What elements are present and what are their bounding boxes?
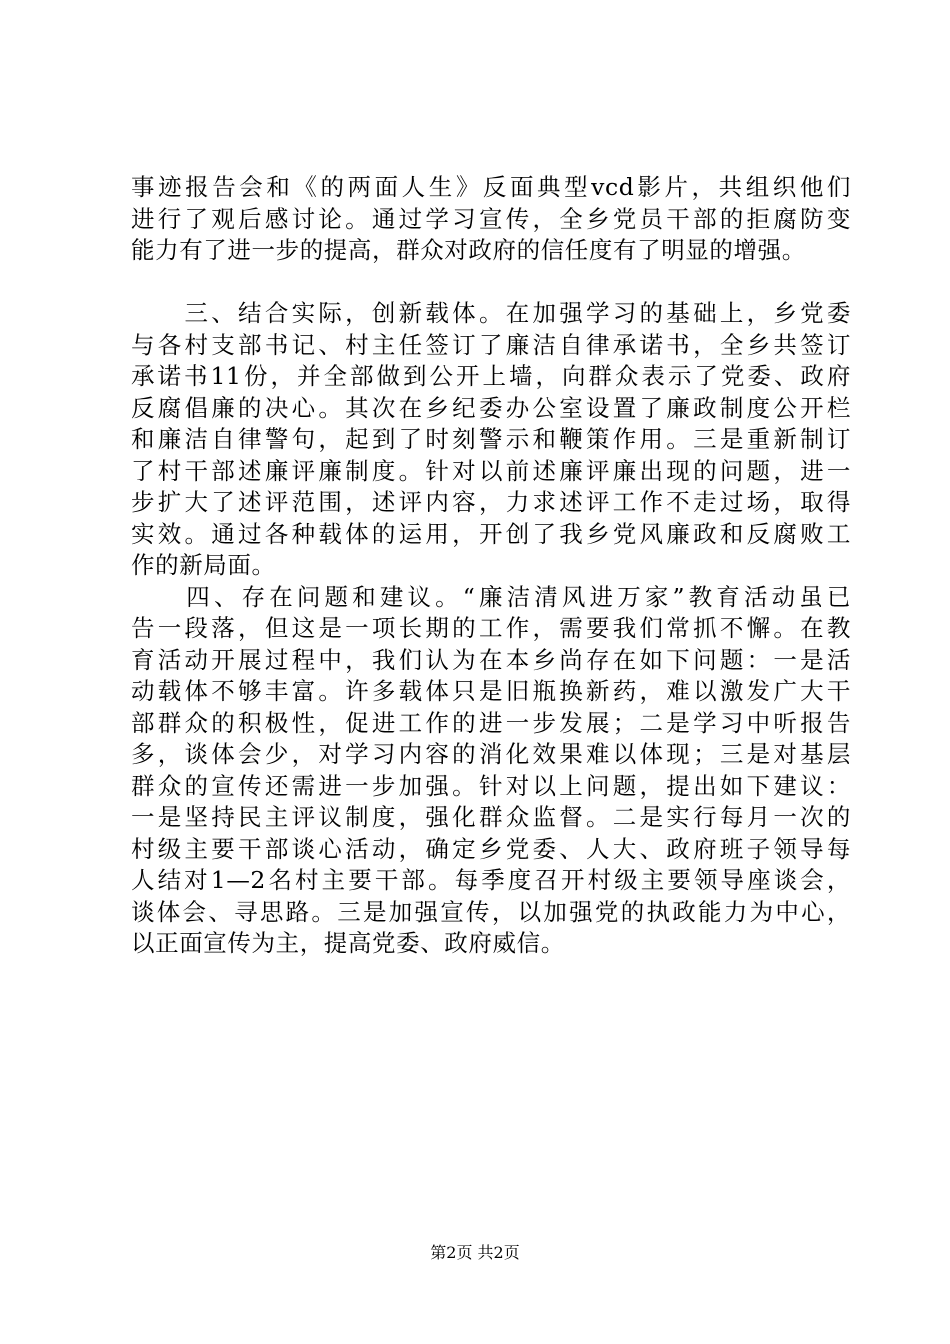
paragraph-1 — [131, 172, 851, 267]
text-line: 了村干部述廉评廉制度。针对以前述廉评廉出现的问题，进一 — [131, 456, 851, 485]
text-line: 以正面宣传为主，提高党委、政府威信。 — [131, 929, 565, 957]
text-line: 动载体不够丰富。许多载体只是旧瓶换新药，难以激发广大干 — [131, 677, 851, 705]
text-line: 反腐倡廉的决心。其次在乡纪委办公室设置了廉政制度公开栏 — [131, 393, 851, 422]
text-line: 与各村支部书记、村主任签订了廉洁自律承诺书，全乡共签订 — [131, 330, 851, 359]
text-line: 承诺书11份，并全部做到公开上墙，向群众表示了党委、政府 — [131, 362, 851, 390]
text-line: 作的新局面。 — [131, 551, 276, 579]
text-line: 谈体会、寻思路。三是加强宣传，以加强党的执政能力为中心， — [131, 897, 851, 926]
text-line: 能力有了进一步的提高，群众对政府的信任度有了明显的增强。 — [131, 236, 806, 264]
text-line: 进行了观后感讨论。通过学习宣传，全乡党员干部的拒腐防变 — [131, 204, 851, 233]
text-line: 和廉洁自律警句，起到了时刻警示和鞭策作用。三是重新制订 — [131, 425, 851, 453]
paragraph-spacer — [131, 267, 851, 299]
text-line: 四、存在问题和建议。“廉洁清风进万家”教育活动虽已 — [131, 582, 851, 611]
text-line: 村级主要干部谈心活动，确定乡党委、人大、政府班子领导每 — [131, 834, 851, 863]
text-line: 三、结合实际，创新载体。在加强学习的基础上，乡党委 — [131, 299, 851, 327]
paragraph-2 — [131, 298, 851, 582]
text-line: 育活动开展过程中，我们认为在本乡尚存在如下问题：一是活 — [131, 645, 851, 674]
text-line: 告一段落，但这是一项长期的工作，需要我们常抓不懈。在教 — [131, 614, 851, 642]
text-line: 部群众的积极性，促进工作的进一步发展；二是学习中听报告 — [131, 708, 851, 737]
paragraph-3 — [131, 582, 851, 960]
text-line: 实效。通过各种载体的运用，开创了我乡党风廉政和反腐败工 — [131, 519, 851, 548]
text-line: 群众的宣传还需进一步加强。针对以上问题，提出如下建议： — [131, 771, 851, 800]
text-line: 多，谈体会少，对学习内容的消化效果难以体现；三是对基层 — [131, 740, 851, 768]
text-line: 步扩大了述评范围，述评内容，力求述评工作不走过场，取得 — [131, 488, 851, 516]
text-line: 人结对1—2名村主要干部。每季度召开村级主要领导座谈会， — [131, 866, 851, 894]
text-line: 一是坚持民主评议制度，强化群众监督。二是实行每月一次的 — [131, 803, 851, 831]
text-line: 事迹报告会和《的两面人生》反面典型vcd影片，共组织他们 — [131, 173, 851, 201]
document-body — [131, 172, 851, 960]
page-number-footer: 第2页 共2页 — [430, 1243, 520, 1262]
